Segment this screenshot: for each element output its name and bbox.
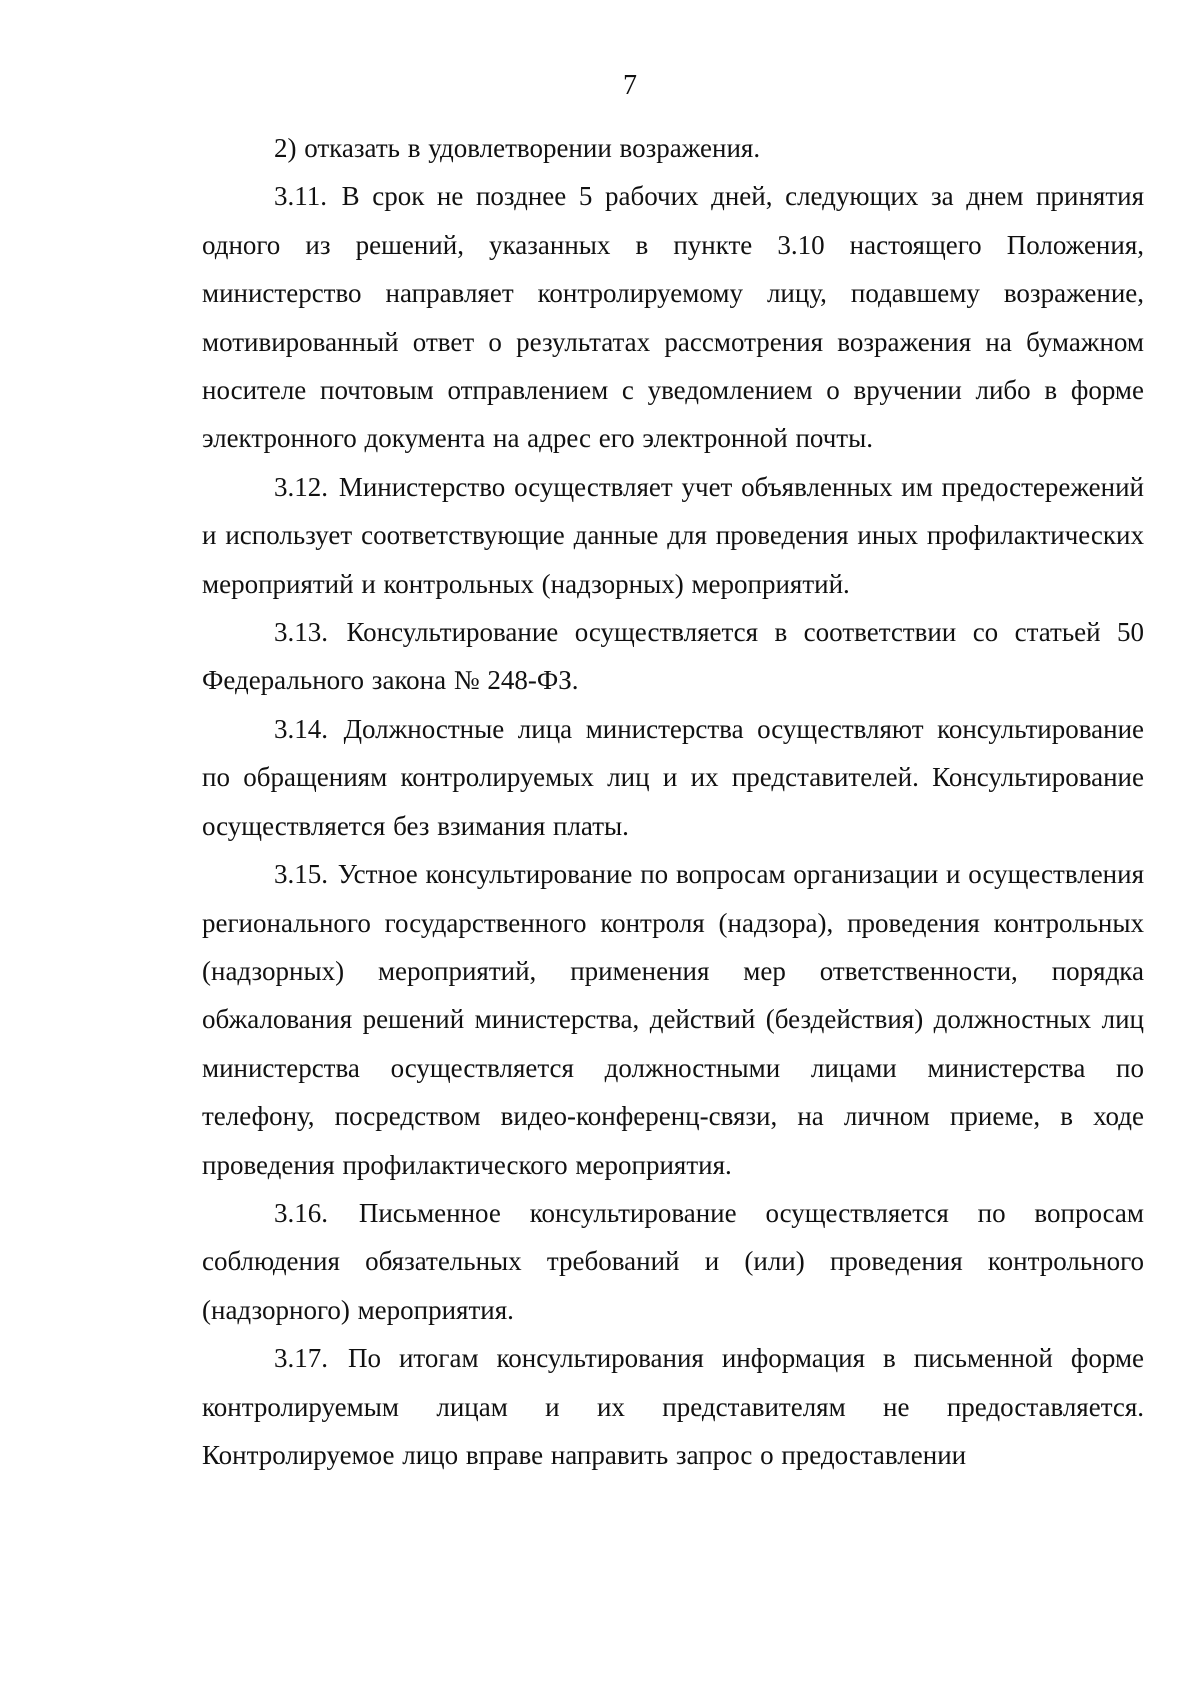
document-body: [202, 124, 1144, 1479]
paragraph-text: Устное консультирование по вопросам организации и осуществления регионального государственного контроля (надзора), проведения контрольных (надзорных) мероприятий, применения мер ответственности, порядка обжалования решений министерства, действий (бездействия) должностных лиц министерства осуществляется должностными лицами министерства по телефону, посредством видео-конференц-связи, на личном приеме, в ходе проведения профилактического мероприятия.: [202, 859, 1144, 1180]
paragraph-3-13: [202, 608, 1144, 705]
paragraph-3-17: [202, 1334, 1144, 1479]
paragraph-text: 2) отказать в удовлетворении возражения.: [274, 133, 761, 163]
paragraph-3-14: [202, 705, 1144, 850]
paragraph-text: Должностные лица министерства осуществляют консультирование по обращениям контролируемых лиц и их представителей. Консультирование осуществляется без взимания платы.: [202, 713, 1145, 841]
paragraph-number: 3.16.: [274, 1197, 328, 1228]
paragraph-3-12: [202, 463, 1144, 608]
paragraph-text: Консультирование осуществляется в соответствии со статьей 50 Федерального закона № 248-ФЗ.: [202, 617, 1145, 696]
paragraph-number: 3.17.: [274, 1343, 328, 1374]
paragraph-number: 3.13.: [274, 617, 328, 648]
paragraph-3-15: [202, 850, 1144, 1189]
page-number: 7: [623, 70, 637, 101]
paragraph-number: 3.14.: [274, 713, 328, 744]
paragraph-text: Письменное консультирование осуществляется по вопросам соблюдения обязательных требований и (или) проведения контрольного (надзорного) мероприятия.: [202, 1197, 1144, 1325]
paragraph-number: 3.12.: [274, 471, 328, 502]
paragraph-3-11: [202, 172, 1144, 462]
paragraph-text: Министерство осуществляет учет объявленных им предостережений и использует соответствующие данные для проведения иных профилактических мероприятий и контрольных (надзорных) мероприятий.: [202, 471, 1145, 599]
paragraph-item-2: [202, 124, 1144, 172]
paragraph-text: В срок не позднее 5 рабочих дней, следующих за днем принятия одного из решений, указанных в пункте 3.10 настоящего Положения, министерство направляет контролируемому лицу, подавшему возражение, мотивированный ответ о результатах рассмотрения возражения на бумажном носителе почтовым отправлением с уведомлением о вручении либо в форме электронного документа на адрес его электронной почты.: [202, 181, 1144, 454]
paragraph-number: 3.15.: [274, 859, 328, 890]
paragraph-number: 3.11.: [274, 181, 327, 212]
paragraph-3-16: [202, 1189, 1144, 1334]
paragraph-text: По итогам консультирования информация в письменной форме контролируемым лицам и их представителям не предоставляется. Контролируемое лицо вправе направить запрос о предоставлении: [202, 1343, 1145, 1470]
